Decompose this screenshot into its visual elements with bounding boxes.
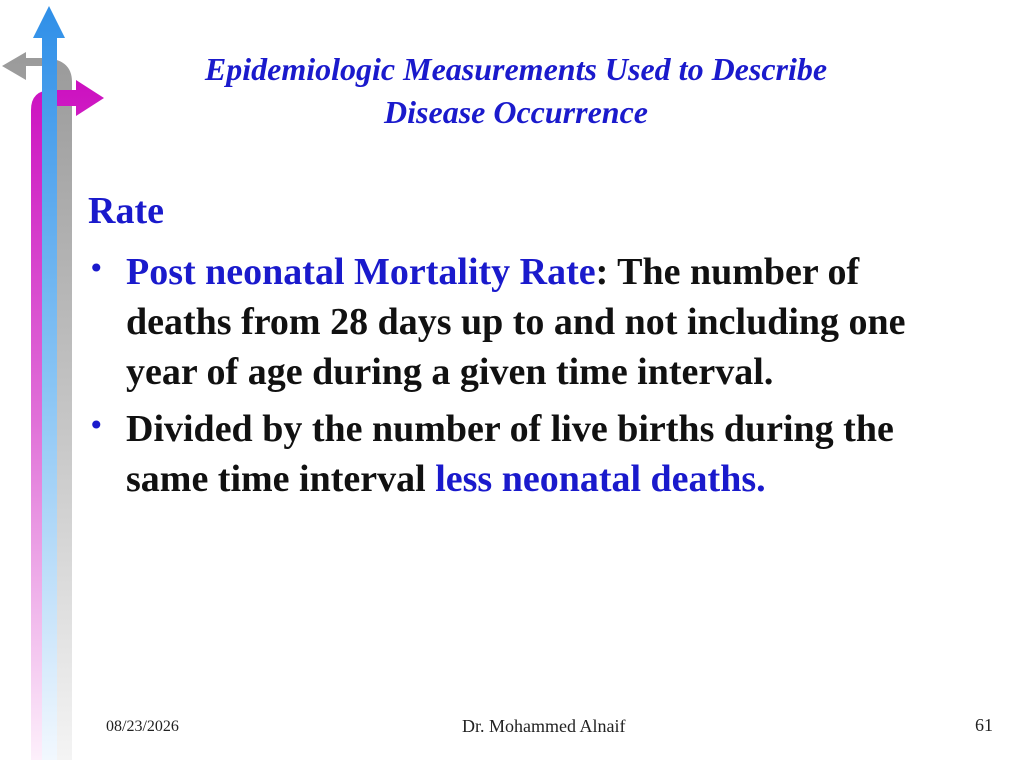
term-post-neonatal-mortality-rate: Post neonatal Mortality Rate	[126, 251, 596, 293]
definition-text: The number of deaths from 28 days up to and not including one year of age during a given time interval.	[126, 251, 906, 393]
denominator-highlight: less neonatal deaths.	[435, 458, 766, 500]
bullet-dot-icon: •	[88, 409, 105, 442]
footer-author: Dr. Mohammed Alnaif	[462, 716, 626, 736]
footer-page-number: 61	[975, 715, 993, 735]
slide-title-line-2: Disease Occurrence	[384, 94, 648, 130]
bullet-item-definition	[88, 247, 968, 397]
denominator-text: Divided by the number of live births during the same time interval	[126, 408, 894, 500]
section-heading: Rate	[88, 190, 164, 232]
bullet-list	[88, 247, 968, 504]
bullet-dot-icon: •	[88, 252, 105, 285]
bullet-item-denominator	[88, 404, 968, 504]
slide-title	[120, 48, 912, 134]
term-separator: :	[595, 251, 609, 293]
slide-title-line-1: Epidemiologic Measurements Used to Describe	[204, 51, 828, 87]
footer-date: 08/23/2026	[106, 718, 179, 735]
